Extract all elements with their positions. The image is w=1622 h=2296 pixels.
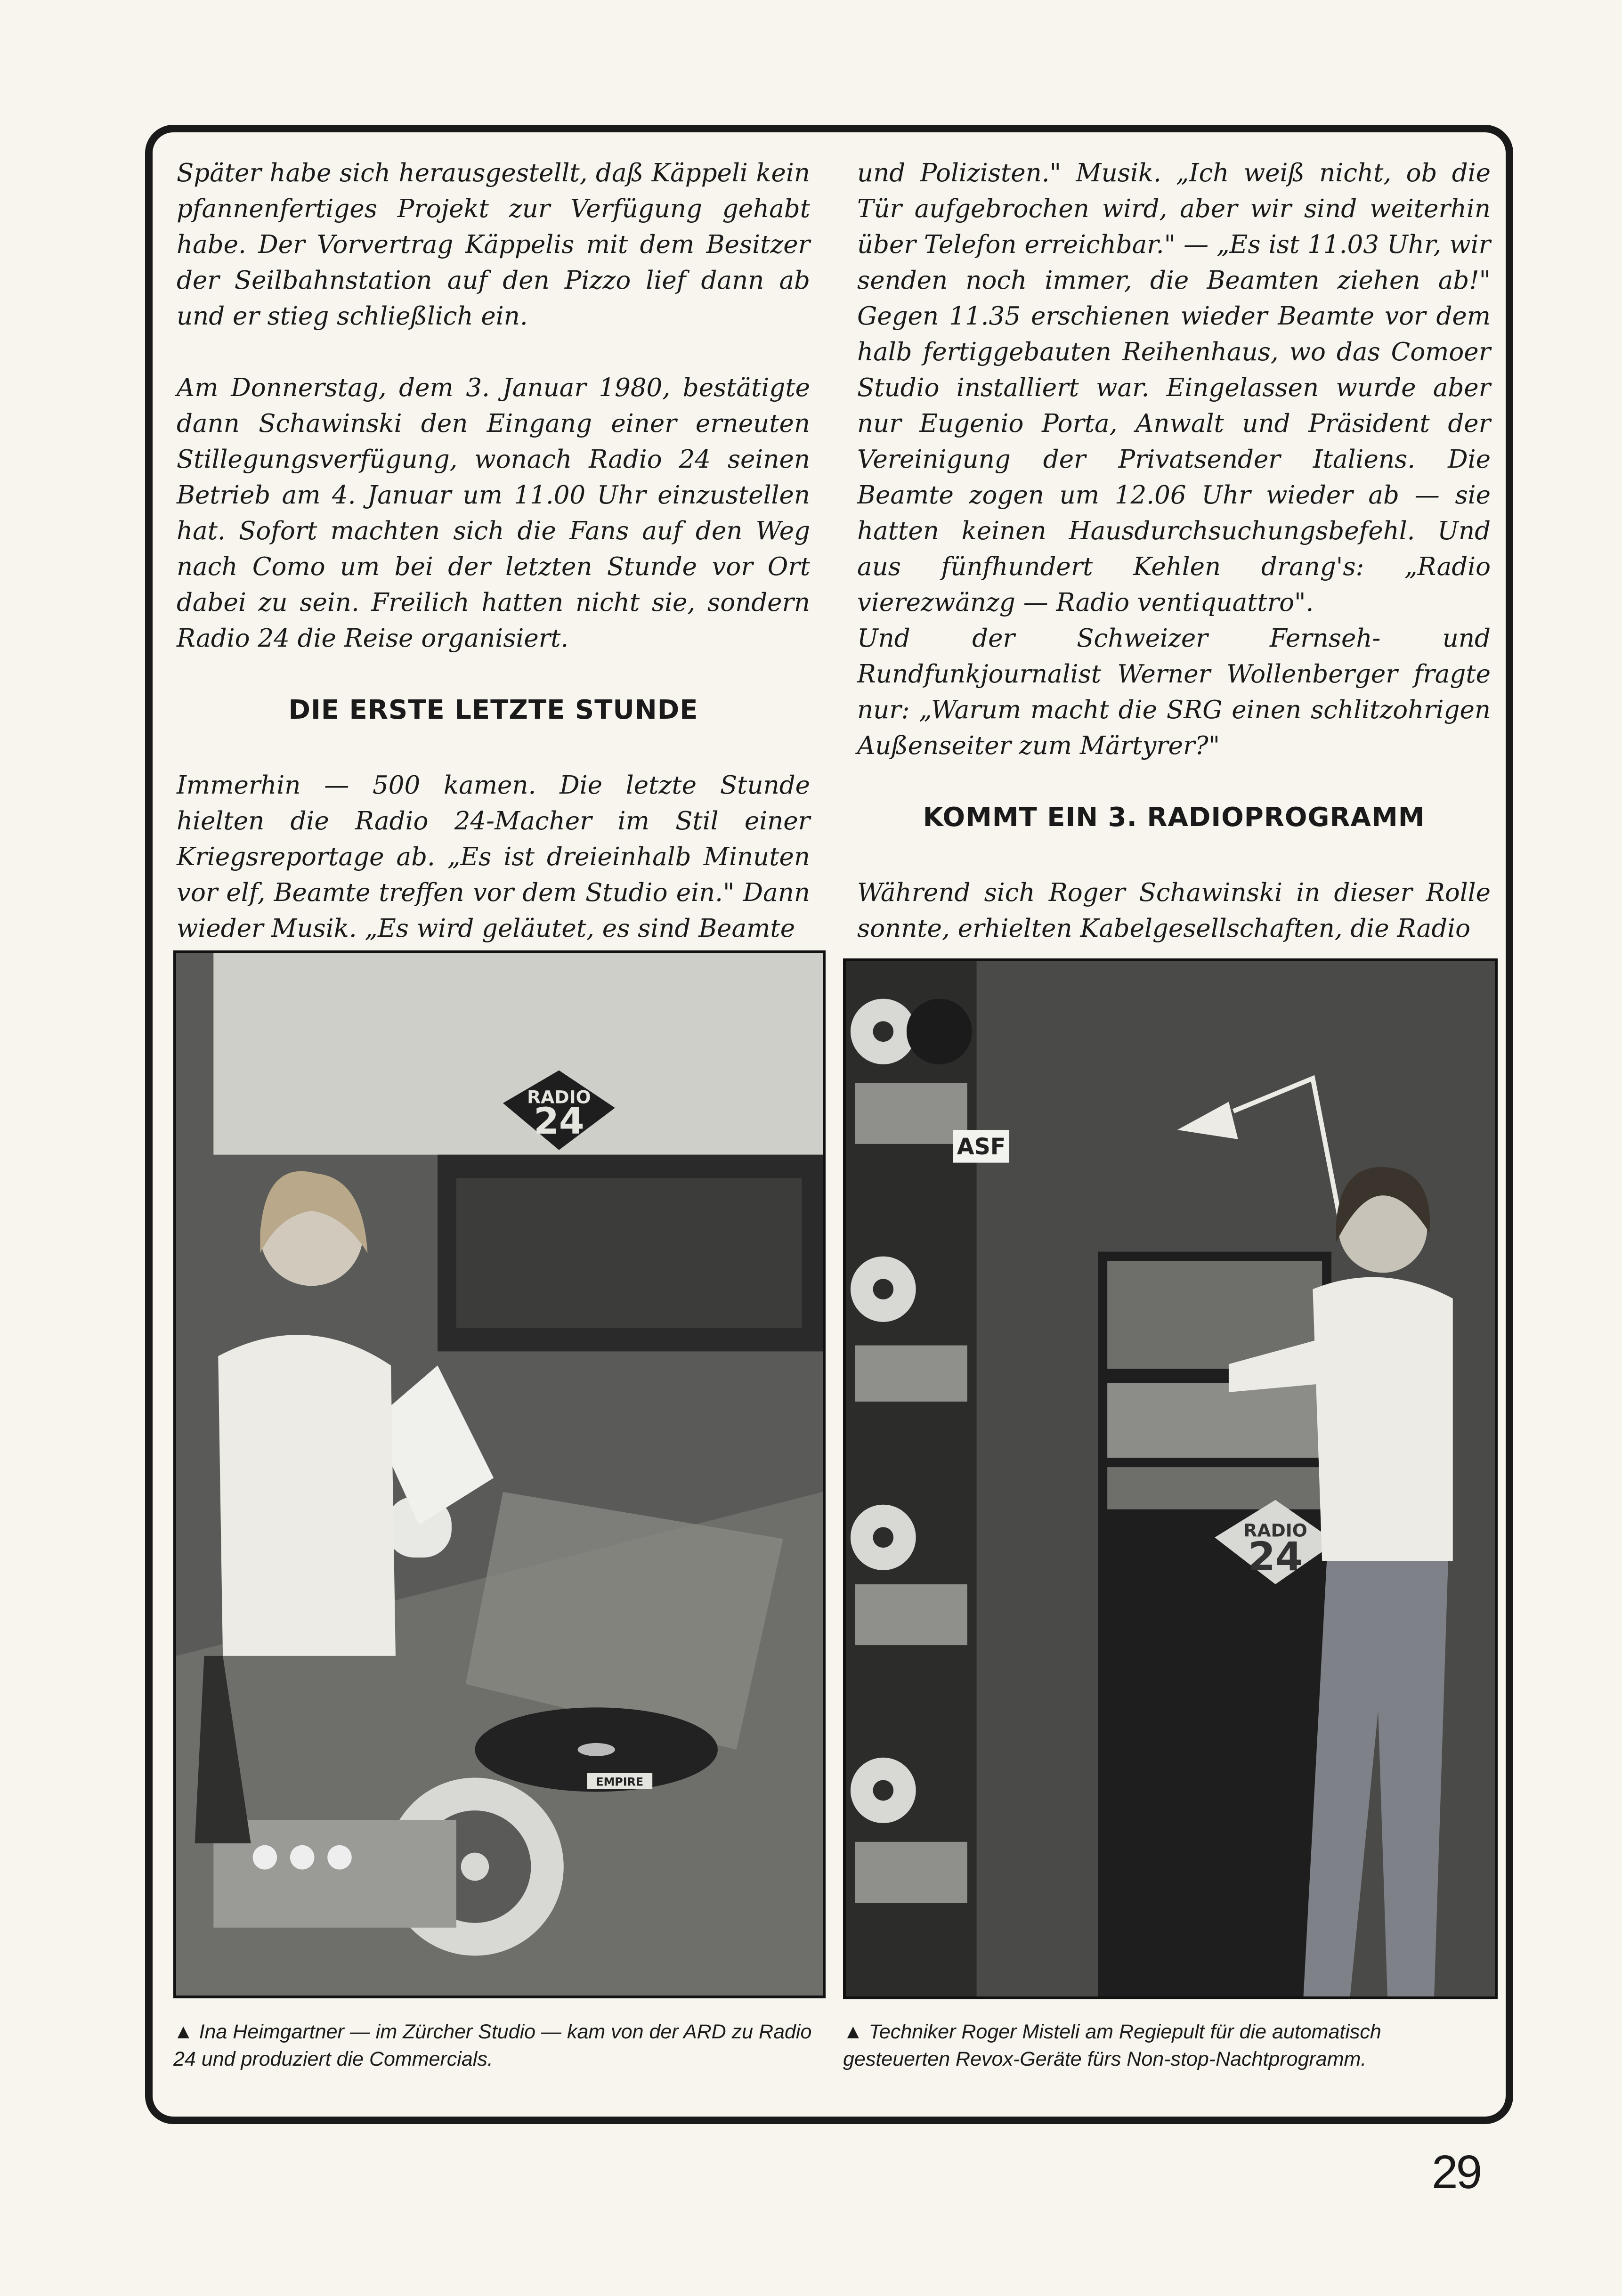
caption-text: Techniker Roger Misteli am Regiepult für die automatisch gesteuerten Revox-Geräte fürs Non-stop-Nachtprogramm. [843, 2020, 1381, 2070]
page-number: 29 [1432, 2146, 1481, 2199]
paragraph: Später habe sich herausgestellt, daß Käppeli kein pfannenfertiges Projekt zur Verfügung gehabt habe. Der Vorvertrag Käppelis mit dem Besitzer der Seilbahnstation auf den Pizzo lief dann ab und er stieg schließlich ein. [177, 159, 810, 331]
radio24-logo-line1: RADIO [1243, 1520, 1307, 1541]
section-heading: DIE ERSTE LETZTE STUNDE [288, 695, 698, 725]
caption-right [843, 2018, 1488, 2073]
paragraph: Immerhin — 500 kamen. Die letzte Stunde hielten die Radio 24-Macher im Stil einer Kriegsreportage ab. „Es ist dreieinhalb Minuten vor elf, Beamte treffen vor dem Studio ein." Dann wieder Musik. „Es wird geläutet, es sind Beamte [177, 771, 810, 943]
radio24-logo-line2: 24 [1248, 1533, 1303, 1580]
paragraph: Am Donnerstag, dem 3. Januar 1980, bestätigte dann Schawinski den Eingang einer erneuten Stillegungsverfügung, wonach Radio 24 seinen Betrieb am 4. Januar um 11.00 Uhr einzustellen hat. Sofort machten sich die Fans auf den Weg nach Como um bei der letzten Stunde vor Ort dabei zu sein. Freilich hatten nicht sie, sondern Radio 24 die Reise organisiert. [177, 373, 810, 653]
asf-label: ASF [957, 1134, 1006, 1160]
right-text-column [857, 155, 1491, 947]
caption-marker: ▲ [173, 2020, 194, 2043]
photo-studio-woman-illustration [176, 953, 823, 1996]
photo-technician-console-illustration [846, 961, 1495, 1996]
paragraph: Während sich Roger Schawinski in dieser Rolle sonnte, erhielten Kabelgesellschaften, die Radio [857, 878, 1491, 943]
caption-text: Ina Heimgartner — im Zürcher Studio — kam von der ARD zu Radio 24 und produziert die Commercials. [173, 2020, 812, 2070]
caption-left [173, 2018, 819, 2073]
radio24-logo-line2: 24 [534, 1100, 584, 1143]
paragraph: und Polizisten." Musik. „Ich weiß nicht, ob die Tür aufgebrochen wird, aber wir sind weiterhin über Telefon erreichbar." — „Es ist 11.03 Uhr, wir senden noch immer, die Beamten ziehen ab!" Gegen 11.35 erschienen wieder Beamte vor dem halb fertiggebauten Reihenhaus, wo das Comoer Studio installiert war. Eingelassen wurde aber nur Eugenio Porta, Anwalt und Präsident der Vereinigung der Privatsender Italiens. Die Beamte zogen um 12.06 Uhr wieder ab — sie hatten keinen Hausdurchsuchungsbefehl. Und aus fünfhundert Kehlen drang's: „Radio vierezwänzg — Radio ventiquattro". [857, 159, 1491, 617]
radio24-logo-line1: RADIO [527, 1087, 591, 1108]
tape-label: EMPIRE [596, 1775, 644, 1789]
left-text-column [177, 155, 810, 947]
photo-studio-woman [173, 950, 826, 1998]
caption-marker: ▲ [843, 2020, 863, 2043]
section-heading: KOMMT EIN 3. RADIOPROGRAMM [923, 802, 1425, 833]
paragraph: Und der Schweizer Fernseh- und Rundfunkjournalist Werner Wollenberger fragte nur: „Warum macht die SRG einen schlitzohrigen Außenseiter zum Märtyrer?" [857, 624, 1491, 760]
photo-technician-console [843, 958, 1498, 1999]
